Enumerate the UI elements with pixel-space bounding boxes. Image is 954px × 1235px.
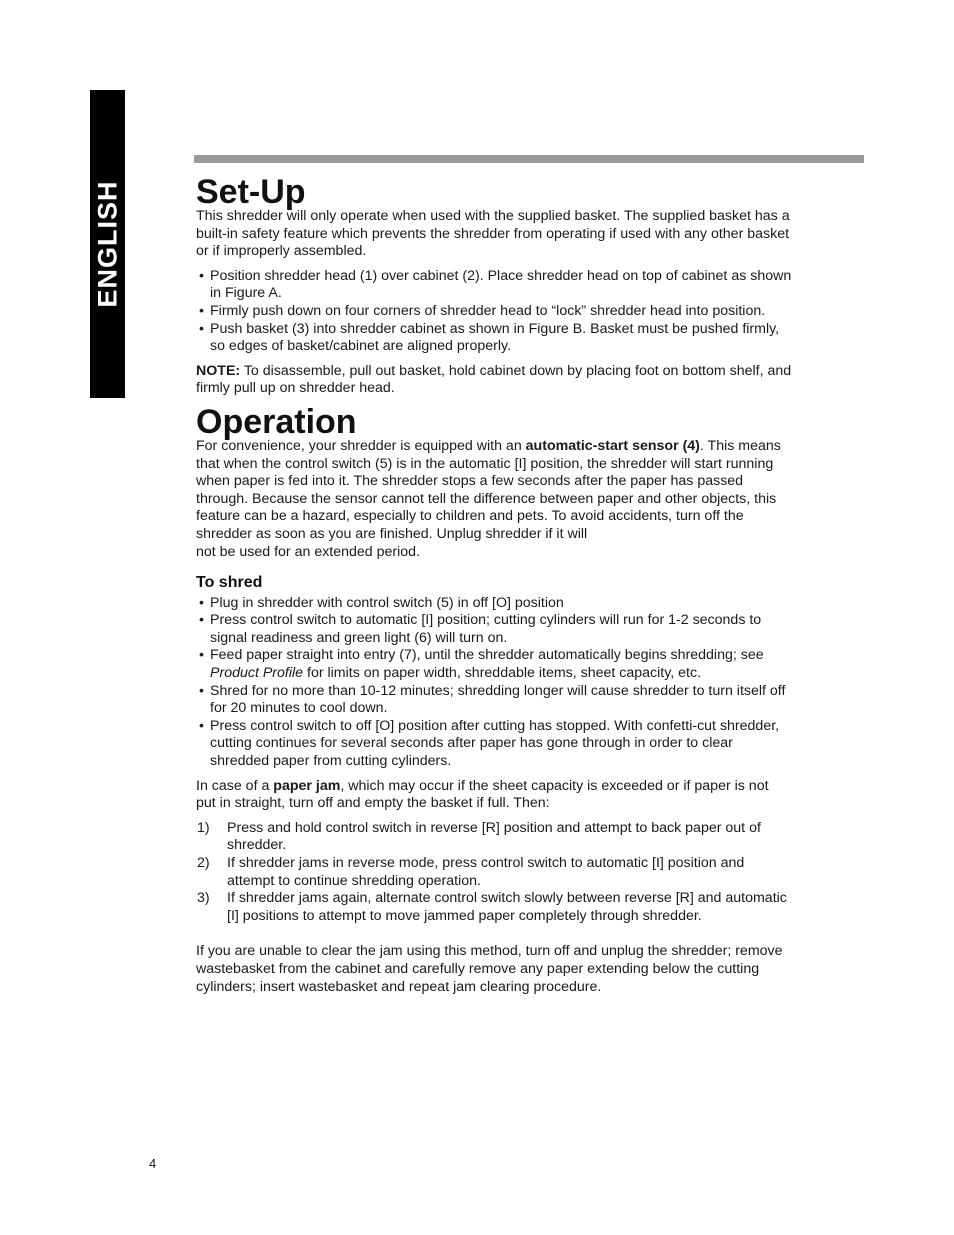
list-item: • Position shredder head (1) over cabinet (2). Place shredder head on top of cabinet as shown in Figure A.: [196, 268, 792, 303]
list-item: [196, 820, 792, 855]
setup-bullet-list: [196, 268, 792, 356]
language-tab: [90, 90, 125, 398]
intro-text: For convenience, your shredder is equipped with an: [196, 437, 526, 454]
intro-text-after: . This means that when the control switch (5) is in the automatic [I] position, the shredder will start running when paper is fed into it. The shredder stops a few seconds after the paper has passed through. Because the sensor cannot tell the difference between paper and other objects, this feature can be a hazard, especially to children and pets. To avoid accidents, turn off the shredder as soon as you are finished. Unplug shredder if it will: [196, 437, 781, 542]
language-tab-label: ENGLISH: [92, 180, 122, 308]
step-text: Press and hold control switch in reverse [R] position and attempt to back paper out of shredder.: [227, 819, 761, 854]
operation-intro-tail: not be used for an extended period.: [196, 543, 421, 560]
list-item: • Press control switch to off [O] position after cutting has stopped. With confetti-cut shredder, cutting continues for several seconds after paper has gone through in order to clear shredded paper from cutting cylinders.: [196, 718, 792, 771]
closing-paragraph: If you are unable to clear the jam using this method, turn off and unplug the shredder; remove wastebasket from the cabinet and carefully remove any paper extending below the cutting cylinders; insert wastebasket and repeat jam clearing procedure.: [196, 943, 783, 995]
jam-bold: paper jam: [273, 777, 341, 794]
header-rule: [194, 155, 864, 163]
list-item: [196, 890, 792, 925]
feed-text-after: for limits on paper width, shreddable items, sheet capacity, etc.: [303, 665, 702, 682]
list-item: • Plug in shredder with control switch (5) in off [O] position: [196, 595, 792, 613]
product-profile-ref: Product Profile: [210, 665, 304, 682]
intro-bold: automatic-start sensor (4): [525, 437, 700, 454]
page-content: [196, 168, 792, 996]
feed-text: Feed paper straight into entry (7), until the shredder automatically begins shredding; see: [210, 647, 764, 664]
list-item: • Press control switch to automatic [I] position; cutting cylinders will run for 1-2 seconds to signal readiness and green light (6) will turn on.: [196, 612, 792, 647]
step-text: If shredder jams in reverse mode, press control switch to automatic [I] position and attempt to continue shredding operation.: [227, 855, 745, 889]
note-label: NOTE:: [196, 362, 241, 379]
note-text: To disassemble, pull out basket, hold cabinet down by placing foot on bottom shelf, and firmly pull up on shredder head.: [196, 362, 792, 397]
setup-intro: This shredder will only operate when used with the supplied basket. The supplied basket has a built-in safety feature which prevents the shredder from operating if used with any other basket or if improperly assembled.: [196, 208, 790, 260]
paper-jam-paragraph: [196, 778, 792, 813]
jam-steps-list: [196, 820, 792, 926]
list-item: • Shred for no more than 10-12 minutes; shredding longer will cause shredder to turn itself off for 20 minutes to cool down.: [196, 683, 792, 718]
list-item: [196, 647, 792, 682]
operation-intro: [196, 438, 792, 544]
step-number: 1): [197, 819, 210, 836]
jam-text-after: , which may occur if the sheet capacity is exceeded or if paper is not put in straight, turn off and empty the basket if full. Then:: [196, 777, 769, 812]
shred-bullet-list: [196, 595, 792, 771]
jam-text: In case of a: [196, 777, 274, 794]
operation-heading: Operation: [196, 402, 357, 441]
setup-heading: Set-Up: [196, 173, 306, 211]
to-shred-heading: To shred: [196, 574, 263, 592]
page-number: 4: [149, 1156, 157, 1171]
list-item: • Push basket (3) into shredder cabinet as shown in Figure B. Basket must be pushed firmly, so edges of basket/cabinet are aligned properly.: [196, 321, 792, 356]
step-number: 2): [197, 855, 210, 871]
step-number: 3): [197, 890, 210, 907]
list-item: • Firmly push down on four corners of shredder head to “lock” shredder head into position.: [196, 303, 792, 321]
setup-note: [196, 363, 792, 398]
step-text: If shredder jams again, alternate control switch slowly between reverse [R] and automatic [I] positions to attempt to move jammed paper completely through shredder.: [227, 890, 787, 924]
list-item: [196, 855, 792, 890]
